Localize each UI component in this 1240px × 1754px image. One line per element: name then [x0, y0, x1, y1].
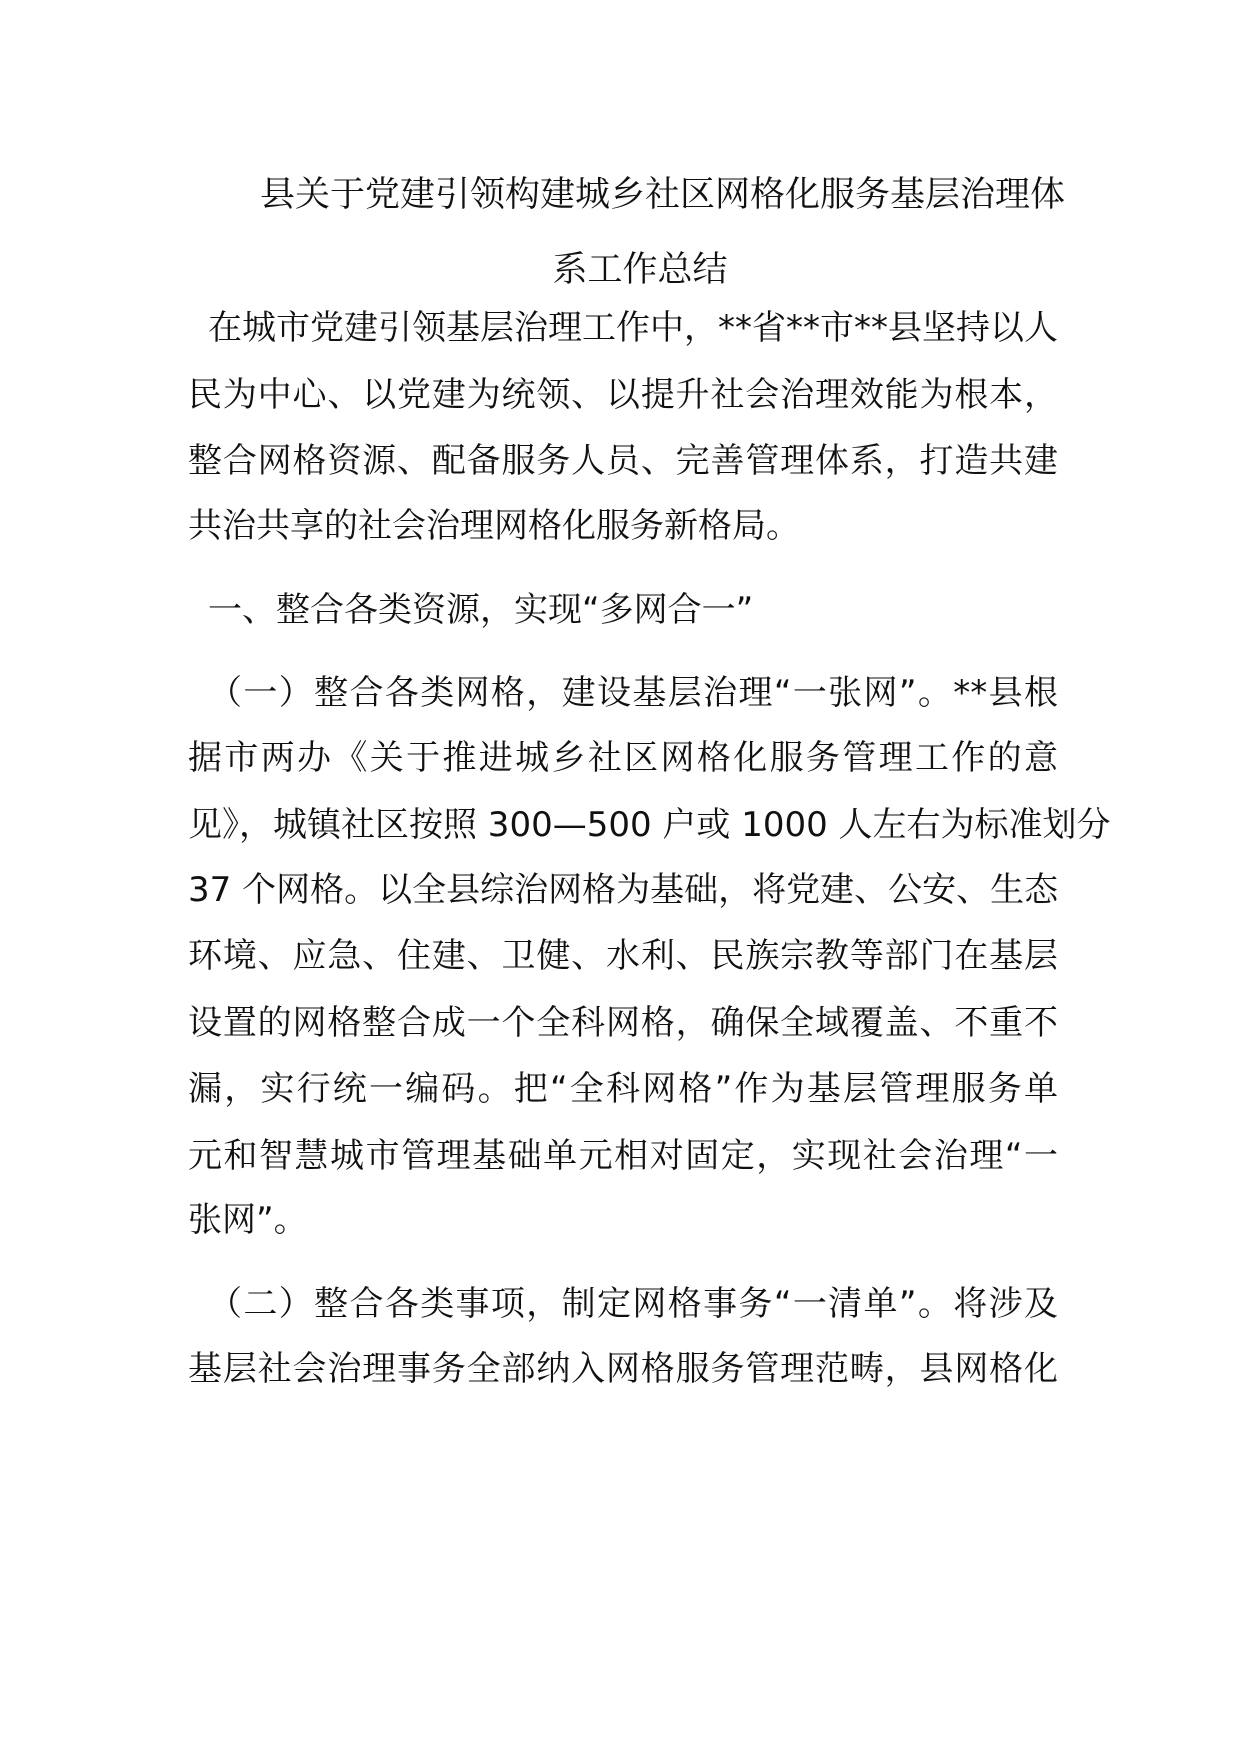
body-line: 环境、应急、住建、卫健、水利、民族宗教等部门在基层	[188, 936, 1058, 976]
body-line: 37 个网格。以全县综治网格为基础，将党建、公安、生态	[188, 870, 1059, 910]
document-title-line-2: 系工作总结	[552, 250, 728, 290]
body-line: 整合网格资源、配备服务人员、完善管理体系，打造共建	[188, 441, 1058, 481]
body-line: 据市两办《关于推进城乡社区网格化服务管理工作的意	[188, 738, 1058, 778]
body-line: 共治共享的社会治理网格化服务新格局。	[188, 506, 800, 546]
body-line: 一、整合各类资源，实现“多网合一”	[208, 590, 754, 630]
body-line: 漏，实行统一编码。把“全科网格”作为基层管理服务单	[188, 1069, 1058, 1109]
body-line: 见》，城镇社区按照 300—500 户或 1000 人左右为标准划分	[188, 805, 1111, 845]
body-line: 在城市党建引领基层治理工作中，**省**市**县坚持以人	[208, 308, 1058, 348]
body-line: 张网”。	[188, 1200, 308, 1240]
document-title-line-1: 县关于党建引领构建城乡社区网格化服务基层治理体	[260, 175, 1066, 215]
body-line: （二）整合各类事项，制定网格事务“一清单”。将涉及	[208, 1284, 1058, 1324]
body-line: （一）整合各类网格，建设基层治理“一张网”。**县根	[208, 673, 1058, 713]
body-line: 基层社会治理事务全部纳入网格服务管理范畴，县网格化	[188, 1349, 1058, 1389]
body-line: 元和智慧城市管理基础单元相对固定，实现社会治理“一	[188, 1136, 1058, 1176]
body-line: 民为中心、以党建为统领、以提升社会治理效能为根本，	[188, 375, 1058, 415]
body-line: 设置的网格整合成一个全科网格，确保全域覆盖、不重不	[188, 1003, 1058, 1043]
